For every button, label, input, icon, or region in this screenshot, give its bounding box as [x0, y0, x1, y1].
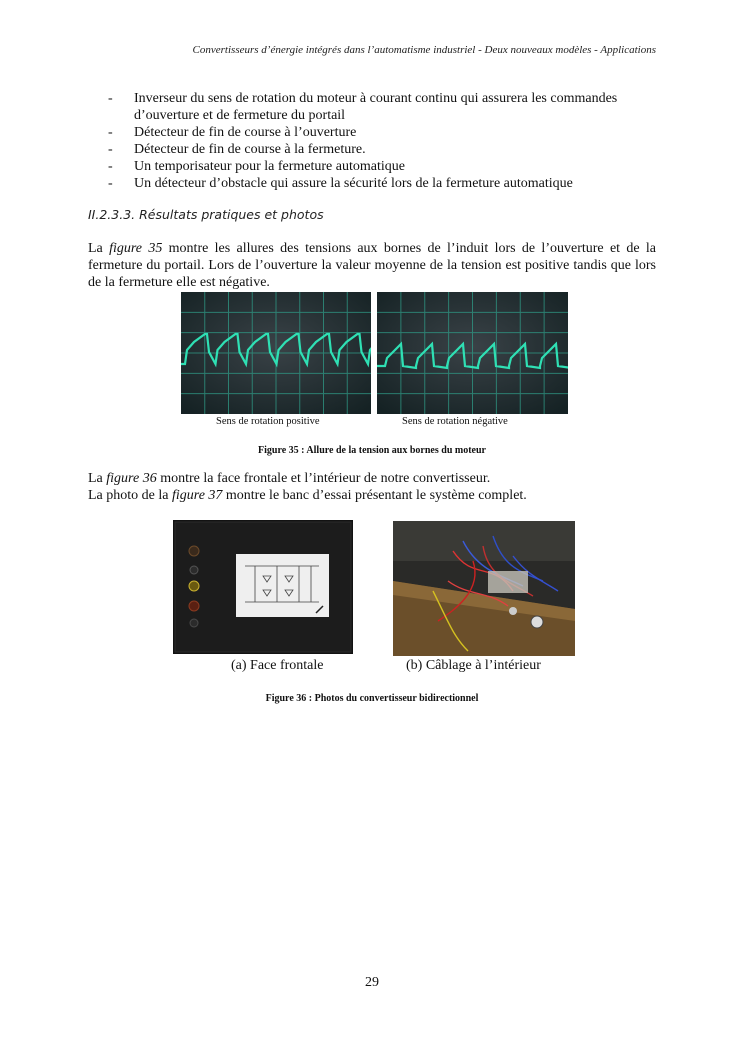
bullet-list	[108, 90, 656, 192]
oscilloscope-negative	[377, 292, 568, 414]
section-title: II.2.3.3. Résultats pratiques et photos	[88, 207, 324, 222]
figure-35-caption: Figure 35 : Allure de la tension aux bornes du moteur	[258, 445, 486, 456]
figure-35-label-negative: Sens de rotation négative	[402, 416, 508, 427]
photo-front-panel	[173, 520, 353, 654]
photo-internal-wiring	[393, 521, 575, 656]
figure-35-label-positive: Sens de rotation positive	[216, 416, 320, 427]
paragraph-figure-35: La figure 35 montre les allures des tensions aux bornes de l’induit lors de l’ouverture et de la fermeture du portail. Lors de l’ouverture la valeur moyenne de la tension est positive tandis que lors de la fermeture elle est négative.	[88, 241, 657, 290]
figure-36-caption: Figure 36 : Photos du convertisseur bidirectionnel	[265, 693, 479, 704]
list-item: - Un détecteur d’obstacle qui assure la sécurité lors de la fermeture automatique	[108, 176, 573, 191]
list-item: - Inverseur du sens de rotation du moteur à courant continu qui assurera les commandes d’ouverture et de fermeture du portail	[108, 91, 618, 123]
figure-reference: figure 36	[106, 471, 157, 486]
figure-36-label-a: (a) Face frontale	[231, 658, 324, 673]
figure-reference: figure 35	[109, 241, 163, 256]
oscilloscope-positive	[181, 292, 371, 414]
figure-reference: figure 37	[171, 488, 223, 503]
figure-36-label-b: (b) Câblage à l’intérieur	[406, 658, 541, 673]
list-item: - Un temporisateur pour la fermeture automatique	[108, 159, 405, 174]
list-item: - Détecteur de fin de course à la fermeture.	[108, 142, 366, 157]
paragraph-figure-36: La figure 36 montre la face frontale et l’intérieur de notre convertisseur. La photo de la figure 37 montre le banc d’essai présentant le système complet.	[88, 471, 527, 503]
running-header: Convertisseurs d’énergie intégrés dans l’automatisme industriel - Deux nouveaux modèles - Applications	[192, 44, 656, 56]
list-item: - Détecteur de fin de course à l’ouverture	[108, 125, 357, 140]
page-number: 29	[365, 975, 379, 990]
